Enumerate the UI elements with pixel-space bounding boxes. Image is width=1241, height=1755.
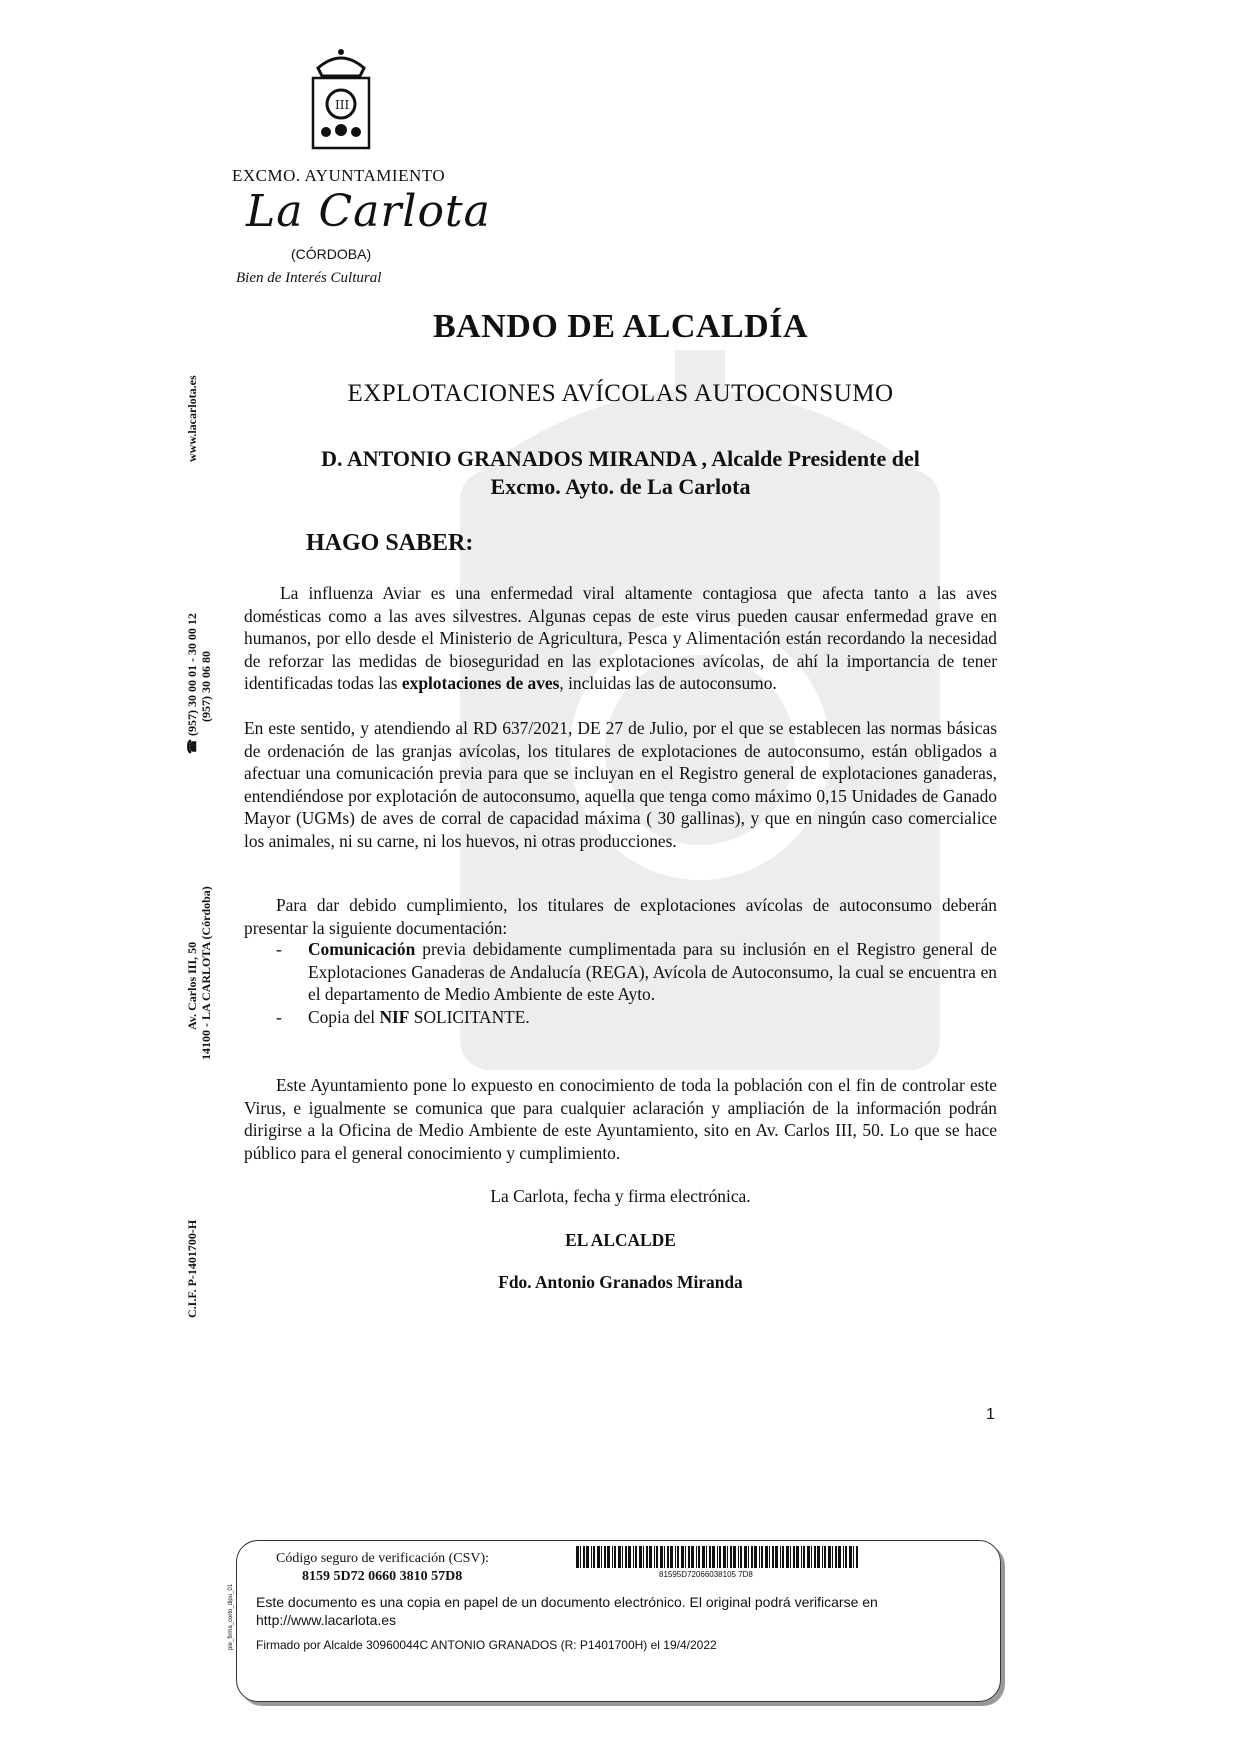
svg-text:III: III [335,98,350,112]
paragraph-intro: La influenza Aviar es una enfermedad viral altamente contagiosa que afecta tanto a las aves domésticas como a las aves silvestres. Algunas cepas de este virus pueden causar enfermedad grave en humanos, por ello desde el Ministerio de Agricultura, Pesca y Alimentación están recordando la necesidad de reforzar las medidas de bioseguridad en las explotaciones avícolas, de ahí la importancia de tener identificadas todas las explotaciones de aves, incluidas las de autoconsumo. [244,583,997,693]
csv-label: Código seguro de verificación (CSV): [276,1551,490,1566]
side-address-city: 14100 - LA CARLOTA (Córdoba) [199,886,213,1060]
place-date: La Carlota, fecha y firma electrónica. [490,1186,751,1206]
signatory-name: Fdo. Antonio Granados Miranda [498,1272,743,1292]
bold-phrase: explotaciones de aves [401,673,560,693]
list-item: - Copia del NIF SOLICITANTE. [276,1007,530,1027]
barcode-icon [576,1546,860,1568]
side-cif: C.I.F. P-1401700-H [185,1219,199,1318]
page-number: 1 [986,1406,995,1423]
paragraph-requirements: Para dar debido cumplimiento, los titulares de explotaciones avícolas de autoconsumo deberán presentar la siguiente documentación: [244,895,997,938]
paragraph-closing: Este Ayuntamiento pone lo expuesto en conocimiento de toda la población con el fin de controlar este Virus, e igualmente se comunica que para cualquier aclaración y ampliación de la información podrán dirigirse a la Oficina de Medio Ambiente de este Ayuntamiento, sito en Av. Carlos III, 50. Lo que se hace público para el general conocimiento y cumplimiento. [244,1075,997,1163]
side-address-street: Av. Carlos III, 50 [185,941,199,1030]
document-subtitle: EXPLOTACIONES AVÍCOLAS AUTOCONSUMO [347,380,894,407]
side-website: www.lacarlota.es [185,375,199,462]
hago-saber-heading: HAGO SABER: [306,530,474,556]
org-tagline: Bien de Interés Cultural [236,270,382,286]
author-line-2: Excmo. Ayto. de La Carlota [490,474,751,499]
list-item: - Comunicación previa debidamente cumplimentada para su inclusión en el Registro general de Explotaciones Ganaderas de Andalucía (REGA), Avícola de Autoconsumo, la cual se encuentra en el departamento de Medio Ambiente de este Ayto. [276,939,997,1004]
org-name-script: La Carlota [246,186,491,237]
document-title: BANDO DE ALCALDÍA [433,308,808,345]
org-name-line1: EXCMO. AYUNTAMIENTO [232,166,446,185]
municipal-crest-logo [308,46,374,150]
csv-code: 8159 5D72 0660 3810 57D8 [302,1569,463,1584]
side-phone-fax: (957) 30 06 80 [199,651,213,722]
footer-signature-info: Firmado por Alcalde 30960044C ANTONIO GRANADOS (R: P1401700H) el 19/4/2022 [256,1638,717,1652]
org-province: (CÓRDOBA) [291,246,372,262]
footer-side-code: pie_firma_corto_dipu_01 [228,1583,234,1650]
footer-note-line1: Este documento es una copia en papel de un documento electrónico. El original podrá verificarse en [256,1594,878,1610]
side-phone-primary: ☎ (957) 30 00 01 - 30 00 12 [185,613,199,754]
footer-verify-url[interactable]: http://www.lacarlota.es [256,1612,397,1628]
barcode-caption: 81595D72066038105 7D8 [659,1570,753,1579]
signatory-title: EL ALCALDE [565,1230,676,1250]
paragraph-regulation: En este sentido, y atendiendo al RD 637/2021, DE 27 de Julio, por el que se establecen las normas básicas de ordenación de las granjas avícolas, los titulares de explotaciones de autoconsumo, están obligados a afectuar una comunicación previa para que se incluyan en el Registro general de explotaciones ganaderas, entendiéndose por explotación de autoconsumo, aquella que tenga como máximo 0,15 Unidades de Ganado Mayor (UGMs) de aves de corral de capacidad máxima ( 30 gallinas), y que en ningún caso comercialice los animales, ni su carne, ni los huevos, ni otras producciones. [244,718,997,851]
author-line-1: D. ANTONIO GRANADOS MIRANDA , Alcalde Presidente del [321,446,920,471]
